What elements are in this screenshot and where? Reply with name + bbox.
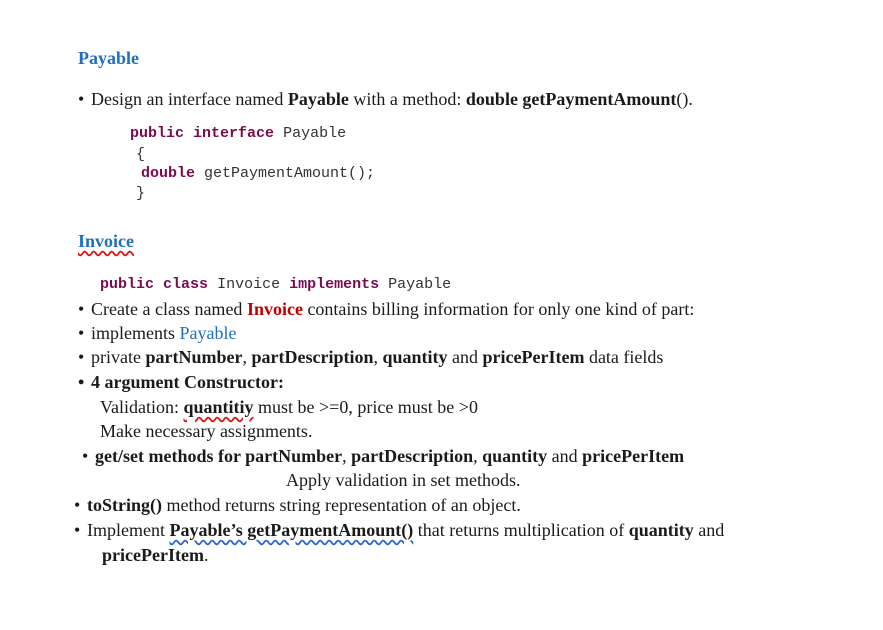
text-segment: Validation: <box>100 397 184 417</box>
validation-line <box>100 396 478 418</box>
method-name: toString() <box>87 495 162 515</box>
interface-name: Payable <box>287 89 349 109</box>
text-segment: must be >=0, price must be >0 <box>253 397 478 417</box>
text-segment: data fields <box>584 347 664 367</box>
field-name: partNumber <box>245 446 343 466</box>
field-name: quantity <box>382 347 448 367</box>
text-segment: Create a class named <box>91 299 247 319</box>
text-segment: implements <box>91 323 180 343</box>
bullet-glyph: • <box>74 495 81 515</box>
field-name: pricePerItem <box>102 545 204 565</box>
code-line <box>100 276 451 293</box>
bullet-glyph: • <box>78 372 85 392</box>
text-segment: Design an interface named <box>91 89 288 109</box>
invoice-bullet-7-continued <box>102 544 208 566</box>
text-segment: and <box>447 347 483 367</box>
bullet-glyph: • <box>82 446 89 466</box>
text-segment: and <box>693 520 725 540</box>
field-name: quantity <box>628 520 694 540</box>
text-segment: with a method: <box>348 89 466 109</box>
text-segment: private <box>91 347 146 367</box>
text-segment: , <box>473 446 483 466</box>
code-keyword: interface <box>193 125 275 142</box>
bullet-glyph: • <box>78 299 85 319</box>
code-identifier: getPaymentAmount(); <box>204 165 376 182</box>
code-keyword: public <box>100 276 155 293</box>
field-name: partDescription <box>351 446 474 466</box>
code-identifier: Payable <box>388 276 452 293</box>
text-segment: , <box>373 347 383 367</box>
field-name: pricePerItem <box>482 347 585 367</box>
invoice-bullet-6 <box>74 494 521 516</box>
method-reference: Payable’s getPaymentAmount() <box>169 520 414 540</box>
invoice-bullet-4 <box>78 371 284 393</box>
text-segment: get/set methods for <box>95 446 246 466</box>
constructor-label: 4 argument Constructor: <box>91 372 284 392</box>
assignments-line: Make necessary assignments. <box>100 421 313 441</box>
invoice-bullet-3 <box>78 346 663 368</box>
apply-validation-line: Apply validation in set methods. <box>286 470 521 490</box>
invoice-bullet-2 <box>78 322 236 344</box>
text-segment: method returns string representation of an object. <box>162 495 521 515</box>
code-keyword: class <box>163 276 209 293</box>
payable-description <box>78 88 693 110</box>
payable-heading: Payable <box>78 48 139 68</box>
code-line: } <box>136 185 146 202</box>
code-identifier: Payable <box>283 125 347 142</box>
field-name: partNumber <box>145 347 243 367</box>
bullet-glyph: • <box>78 347 85 367</box>
code-line: { <box>136 146 146 163</box>
misspelled-word: quantitiy <box>183 397 254 417</box>
text-segment: , <box>342 446 352 466</box>
field-name: pricePerItem <box>582 446 685 466</box>
bullet-glyph: • <box>78 89 85 109</box>
method-name: double getPaymentAmount <box>465 89 677 109</box>
bullet-glyph: • <box>74 520 81 540</box>
text-segment: that returns multiplication of <box>413 520 629 540</box>
text-segment: , <box>242 347 252 367</box>
text-segment: and <box>547 446 583 466</box>
invoice-heading: Invoice <box>78 231 134 251</box>
text-segment: (). <box>676 89 693 109</box>
code-keyword: double <box>141 165 196 182</box>
code-identifier: Invoice <box>217 276 281 293</box>
bullet-glyph: • <box>78 323 85 343</box>
field-name: quantity <box>482 446 548 466</box>
code-keyword: implements <box>289 276 380 293</box>
field-name: partDescription <box>251 347 374 367</box>
text-segment: contains billing information for only one kind of part: <box>302 299 695 319</box>
text-segment: Implement <box>87 520 170 540</box>
code-line <box>130 125 346 142</box>
invoice-bullet-5 <box>82 445 684 467</box>
code-keyword: public <box>130 125 185 142</box>
invoice-bullet-7 <box>74 519 724 541</box>
text-segment: . <box>203 545 209 565</box>
code-line <box>141 165 375 182</box>
invoice-bullet-1 <box>78 298 694 320</box>
class-name: Invoice <box>246 299 303 319</box>
interface-name: Payable <box>179 323 237 343</box>
